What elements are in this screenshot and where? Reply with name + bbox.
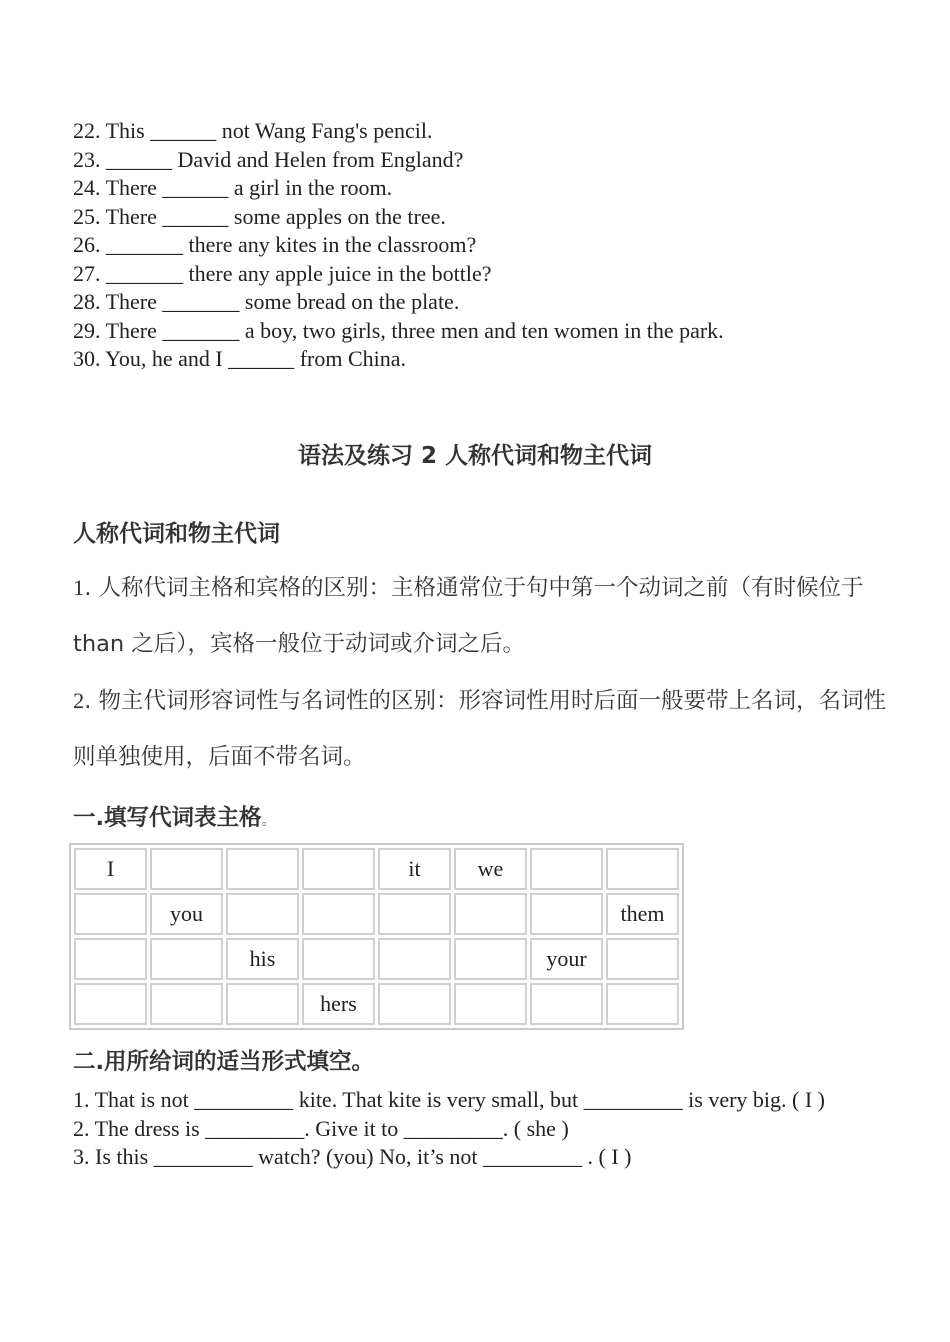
part-1-heading-mark: 。 xyxy=(261,813,276,829)
exercise-item: 30. You, he and I ______ from China. xyxy=(73,346,407,371)
fill-in-item: 2. The dress is _________. Give it to _________. ( she ) xyxy=(73,1115,569,1141)
table-cell[interactable] xyxy=(454,893,527,935)
section-title: 语法及练习 2 人称代词和物主代词 xyxy=(297,443,653,469)
table-cell[interactable] xyxy=(454,983,527,1025)
table-row xyxy=(74,938,679,980)
table-cell[interactable] xyxy=(302,938,375,980)
grammar-point-2 xyxy=(73,673,903,785)
table-cell[interactable] xyxy=(226,983,299,1025)
table-cell[interactable] xyxy=(606,983,679,1025)
table-cell[interactable] xyxy=(150,938,223,980)
table-cell[interactable] xyxy=(150,848,223,890)
table-row xyxy=(74,893,679,935)
fill-in-item: 1. That is not _________ kite. That kite is very small, but _________ is very big. ( I ) xyxy=(73,1087,825,1112)
table-cell[interactable] xyxy=(302,893,375,935)
table-cell[interactable] xyxy=(606,848,679,890)
exercise-item: 23. ______ David and Helen from England? xyxy=(73,146,464,172)
point-text: . 人称代词主格和宾格的区别：主格通常位于句中第一个动词之前（有时候位于 than 之后），宾格一般位于动词或介词之后。 xyxy=(73,575,864,657)
grammar-point-1 xyxy=(73,560,903,672)
table-cell[interactable]: them xyxy=(606,893,679,935)
exercise-item: 22. This ______ not Wang Fang's pencil. xyxy=(73,118,433,143)
table-cell[interactable] xyxy=(530,893,603,935)
sub-heading: 人称代词和物主代词 xyxy=(73,521,280,547)
exercise-item: 28. There _______ some bread on the plate. xyxy=(73,289,460,314)
table-cell[interactable]: it xyxy=(378,848,451,890)
table-cell[interactable] xyxy=(150,983,223,1025)
exercise-item: 29. There _______ a boy, two girls, three men and ten women in the park. xyxy=(73,317,724,343)
exercise-item: 27. _______ there any apple juice in the bottle? xyxy=(73,260,492,286)
table-cell[interactable] xyxy=(226,848,299,890)
part-2-heading: 二.用所给词的适当形式填空。 xyxy=(73,1049,375,1075)
table-cell[interactable] xyxy=(302,848,375,890)
point-number: 1 xyxy=(73,575,85,600)
part-1-heading-text: 一.填写代词表主格 xyxy=(73,805,262,831)
fill-in-list xyxy=(73,1086,873,1172)
table-row xyxy=(74,983,679,1025)
point-number: 2 xyxy=(73,688,85,713)
exercise-item: 25. There ______ some apples on the tree. xyxy=(73,203,446,229)
table-cell[interactable] xyxy=(606,938,679,980)
table-cell[interactable] xyxy=(74,938,147,980)
table-cell[interactable]: I xyxy=(74,848,147,890)
point-text: . 物主代词形容词性与名词性的区别：形容词性用时后面一般要带上名词，名词性则单独使用，后面不带名词。 xyxy=(73,688,887,770)
table-cell[interactable] xyxy=(378,938,451,980)
exercise-item: 26. _______ there any kites in the classroom? xyxy=(73,232,477,257)
exercise-list xyxy=(73,117,724,374)
table-cell[interactable]: you xyxy=(150,893,223,935)
table-cell[interactable] xyxy=(530,983,603,1025)
table-cell[interactable]: hers xyxy=(302,983,375,1025)
table-cell[interactable] xyxy=(378,983,451,1025)
exercise-item: 24. There ______ a girl in the room. xyxy=(73,175,393,200)
table-cell[interactable] xyxy=(530,848,603,890)
table-cell[interactable] xyxy=(454,938,527,980)
table-cell[interactable] xyxy=(74,983,147,1025)
table-cell[interactable] xyxy=(74,893,147,935)
fill-in-item: 3. Is this _________ watch? (you) No, it’s not _________ . ( I ) xyxy=(73,1144,632,1169)
table-cell[interactable] xyxy=(378,893,451,935)
table-row xyxy=(74,848,679,890)
table-cell[interactable]: we xyxy=(454,848,527,890)
part-1-heading xyxy=(73,800,276,832)
table-cell[interactable]: his xyxy=(226,938,299,980)
table-cell[interactable]: your xyxy=(530,938,603,980)
table-cell[interactable] xyxy=(226,893,299,935)
pronoun-table xyxy=(69,843,684,1030)
